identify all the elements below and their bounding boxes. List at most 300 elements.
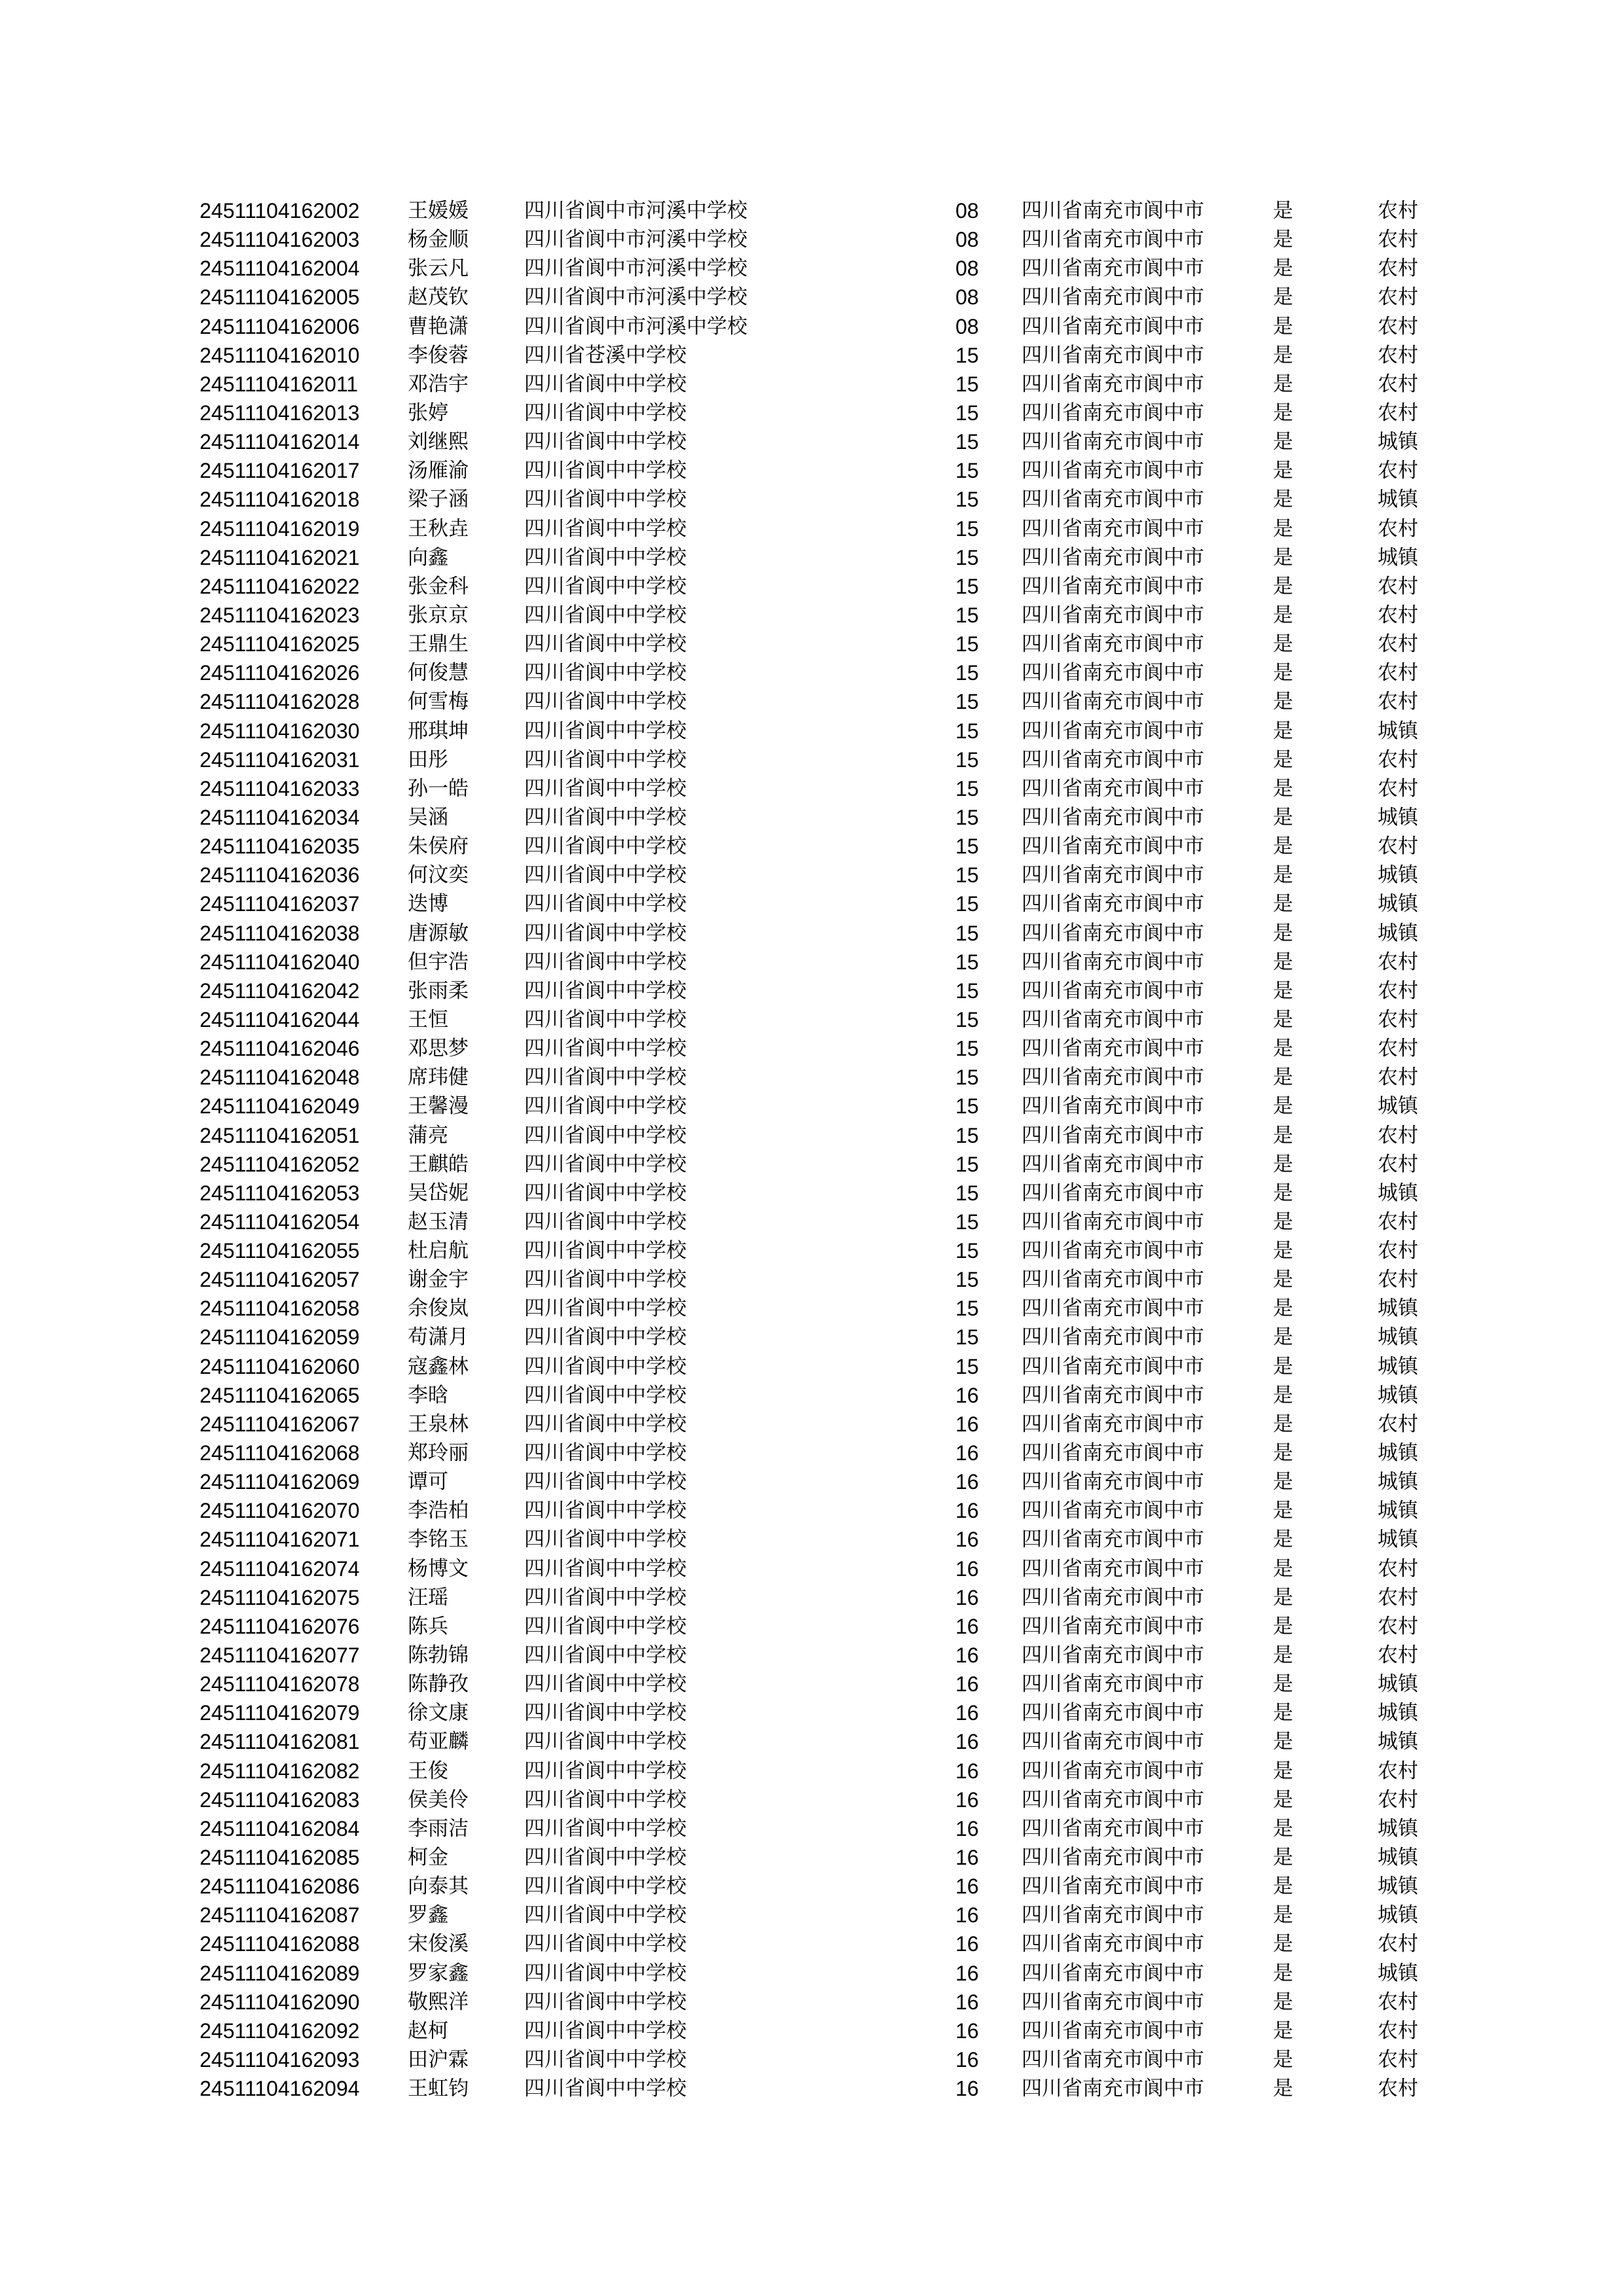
flag-cell: 是 bbox=[1273, 1932, 1293, 1956]
category-code-cell: 16 bbox=[955, 1961, 979, 1985]
residence-type-cell: 农村 bbox=[1378, 228, 1418, 252]
residence-type-cell: 农村 bbox=[1378, 2077, 1418, 2101]
school-name-cell: 四川省阆中中学校 bbox=[524, 863, 687, 888]
residence-type-cell: 城镇 bbox=[1378, 1701, 1418, 1725]
student-id-cell: 24511104162044 bbox=[200, 1007, 360, 1031]
flag-cell: 是 bbox=[1273, 2048, 1293, 2072]
school-name-cell: 四川省阆中中学校 bbox=[524, 805, 687, 829]
region-cell: 四川省南充市阆中市 bbox=[1022, 2048, 1204, 2072]
category-code-cell: 15 bbox=[955, 1181, 979, 1205]
school-name-cell: 四川省阆中中学校 bbox=[524, 719, 687, 743]
flag-cell: 是 bbox=[1273, 863, 1293, 888]
table-row bbox=[200, 1236, 1423, 1265]
region-cell: 四川省南充市阆中市 bbox=[1022, 1239, 1204, 1263]
school-name-cell: 四川省阆中中学校 bbox=[524, 401, 687, 425]
category-code-cell: 15 bbox=[955, 805, 979, 829]
category-code-cell: 16 bbox=[955, 1787, 979, 1812]
student-name-cell: 王鼎生 bbox=[408, 632, 469, 656]
student-id-cell: 24511104162018 bbox=[200, 488, 360, 512]
flag-cell: 是 bbox=[1273, 459, 1293, 483]
table-row bbox=[200, 312, 1423, 341]
student-id-cell: 24511104162004 bbox=[200, 257, 360, 281]
table-row bbox=[200, 717, 1423, 745]
region-cell: 四川省南充市阆中市 bbox=[1022, 690, 1204, 714]
student-name-cell: 苟潇月 bbox=[408, 1325, 469, 1350]
table-row bbox=[200, 543, 1423, 572]
category-code-cell: 16 bbox=[955, 1701, 979, 1725]
residence-type-cell: 农村 bbox=[1378, 950, 1418, 974]
student-name-cell: 邓思梦 bbox=[408, 1037, 469, 1061]
table-row bbox=[200, 1381, 1423, 1410]
region-cell: 四川省南充市阆中市 bbox=[1022, 1614, 1204, 1638]
table-row bbox=[200, 1959, 1423, 1988]
residence-type-cell: 城镇 bbox=[1378, 1094, 1418, 1119]
school-name-cell: 四川省阆中中学校 bbox=[524, 950, 687, 974]
region-cell: 四川省南充市阆中市 bbox=[1022, 1874, 1204, 1899]
student-name-cell: 杨金顺 bbox=[408, 228, 469, 252]
student-id-cell: 24511104162033 bbox=[200, 776, 360, 800]
student-id-cell: 24511104162040 bbox=[200, 950, 360, 974]
flag-cell: 是 bbox=[1273, 228, 1293, 252]
table-row bbox=[200, 1525, 1423, 1554]
category-code-cell: 15 bbox=[955, 545, 979, 569]
table-row bbox=[200, 803, 1423, 832]
region-cell: 四川省南充市阆中市 bbox=[1022, 719, 1204, 743]
flag-cell: 是 bbox=[1273, 574, 1293, 598]
region-cell: 四川省南充市阆中市 bbox=[1022, 1990, 1204, 2014]
flag-cell: 是 bbox=[1273, 488, 1293, 512]
student-name-cell: 张云凡 bbox=[408, 257, 469, 281]
student-id-cell: 24511104162090 bbox=[200, 1990, 360, 2014]
residence-type-cell: 农村 bbox=[1378, 1614, 1418, 1638]
school-name-cell: 四川省阆中中学校 bbox=[524, 1297, 687, 1321]
school-name-cell: 四川省阆中市河溪中学校 bbox=[524, 285, 747, 310]
region-cell: 四川省南充市阆中市 bbox=[1022, 228, 1204, 252]
category-code-cell: 15 bbox=[955, 1268, 979, 1292]
residence-type-cell: 城镇 bbox=[1378, 1499, 1418, 1523]
student-name-cell: 邓浩宇 bbox=[408, 372, 469, 396]
student-id-cell: 24511104162088 bbox=[200, 1932, 360, 1956]
student-id-cell: 24511104162003 bbox=[200, 228, 360, 252]
student-id-cell: 24511104162058 bbox=[200, 1297, 360, 1321]
student-id-cell: 24511104162085 bbox=[200, 1846, 360, 1870]
school-name-cell: 四川省阆中中学校 bbox=[524, 516, 687, 541]
table-row bbox=[200, 919, 1423, 948]
category-code-cell: 16 bbox=[955, 1759, 979, 1783]
table-row bbox=[200, 1583, 1423, 1612]
student-id-cell: 24511104162057 bbox=[200, 1268, 360, 1292]
table-row bbox=[200, 399, 1423, 427]
student-name-cell: 曹艳潇 bbox=[408, 314, 469, 338]
flag-cell: 是 bbox=[1273, 632, 1293, 656]
residence-type-cell: 城镇 bbox=[1378, 1846, 1418, 1870]
student-name-cell: 席玮健 bbox=[408, 1066, 469, 1090]
student-id-cell: 24511104162005 bbox=[200, 285, 360, 310]
student-name-cell: 陈勃锦 bbox=[408, 1643, 469, 1668]
category-code-cell: 15 bbox=[955, 1239, 979, 1263]
table-row bbox=[200, 1005, 1423, 1034]
residence-type-cell: 农村 bbox=[1378, 1990, 1418, 2014]
flag-cell: 是 bbox=[1273, 1990, 1293, 2014]
residence-type-cell: 农村 bbox=[1378, 1239, 1418, 1263]
student-id-cell: 24511104162030 bbox=[200, 719, 360, 743]
category-code-cell: 16 bbox=[955, 1585, 979, 1609]
region-cell: 四川省南充市阆中市 bbox=[1022, 430, 1204, 454]
student-name-cell: 敬熙洋 bbox=[408, 1990, 469, 2014]
school-name-cell: 四川省阆中中学校 bbox=[524, 747, 687, 772]
student-id-cell: 24511104162059 bbox=[200, 1325, 360, 1350]
table-row bbox=[200, 572, 1423, 601]
table-row bbox=[200, 1785, 1423, 1814]
category-code-cell: 15 bbox=[955, 1123, 979, 1147]
table-row bbox=[200, 1208, 1423, 1236]
school-name-cell: 四川省阆中中学校 bbox=[524, 1787, 687, 1812]
student-name-cell: 李浩柏 bbox=[408, 1499, 469, 1523]
category-code-cell: 16 bbox=[955, 1383, 979, 1407]
residence-type-cell: 农村 bbox=[1378, 1585, 1418, 1609]
student-name-cell: 蒲亮 bbox=[408, 1123, 448, 1147]
table-row bbox=[200, 1410, 1423, 1439]
student-name-cell: 朱侯府 bbox=[408, 834, 469, 859]
category-code-cell: 16 bbox=[955, 1846, 979, 1870]
table-row bbox=[200, 485, 1423, 514]
school-name-cell: 四川省阆中中学校 bbox=[524, 1325, 687, 1350]
category-code-cell: 15 bbox=[955, 892, 979, 916]
residence-type-cell: 城镇 bbox=[1378, 1441, 1418, 1465]
school-name-cell: 四川省阆中中学校 bbox=[524, 1816, 687, 1840]
residence-type-cell: 城镇 bbox=[1378, 1470, 1418, 1494]
school-name-cell: 四川省阆中中学校 bbox=[524, 1037, 687, 1061]
region-cell: 四川省南充市阆中市 bbox=[1022, 1441, 1204, 1465]
school-name-cell: 四川省阆中中学校 bbox=[524, 459, 687, 483]
school-name-cell: 四川省阆中市河溪中学校 bbox=[524, 314, 747, 338]
student-id-cell: 24511104162075 bbox=[200, 1585, 360, 1609]
region-cell: 四川省南充市阆中市 bbox=[1022, 776, 1204, 800]
school-name-cell: 四川省阆中中学校 bbox=[524, 892, 687, 916]
flag-cell: 是 bbox=[1273, 776, 1293, 800]
flag-cell: 是 bbox=[1273, 401, 1293, 425]
region-cell: 四川省南充市阆中市 bbox=[1022, 1470, 1204, 1494]
flag-cell: 是 bbox=[1273, 257, 1293, 281]
category-code-cell: 15 bbox=[955, 516, 979, 541]
student-name-cell: 李雨洁 bbox=[408, 1816, 469, 1840]
student-name-cell: 李俊蓉 bbox=[408, 343, 469, 367]
table-row bbox=[200, 1179, 1423, 1208]
student-id-cell: 24511104162068 bbox=[200, 1441, 360, 1465]
school-name-cell: 四川省阆中中学校 bbox=[524, 1730, 687, 1754]
region-cell: 四川省南充市阆中市 bbox=[1022, 747, 1204, 772]
flag-cell: 是 bbox=[1273, 1614, 1293, 1638]
student-id-cell: 24511104162051 bbox=[200, 1123, 360, 1147]
flag-cell: 是 bbox=[1273, 978, 1293, 1003]
student-id-cell: 24511104162087 bbox=[200, 1903, 360, 1928]
region-cell: 四川省南充市阆中市 bbox=[1022, 459, 1204, 483]
residence-type-cell: 城镇 bbox=[1378, 805, 1418, 829]
student-name-cell: 向鑫 bbox=[408, 545, 448, 569]
school-name-cell: 四川省阆中中学校 bbox=[524, 978, 687, 1003]
residence-type-cell: 城镇 bbox=[1378, 921, 1418, 945]
residence-type-cell: 农村 bbox=[1378, 285, 1418, 310]
category-code-cell: 15 bbox=[955, 834, 979, 859]
student-name-cell: 王馨漫 bbox=[408, 1094, 469, 1119]
table-row bbox=[200, 370, 1423, 399]
student-name-cell: 唐源敏 bbox=[408, 921, 469, 945]
region-cell: 四川省南充市阆中市 bbox=[1022, 1672, 1204, 1696]
school-name-cell: 四川省阆中中学校 bbox=[524, 1181, 687, 1205]
region-cell: 四川省南充市阆中市 bbox=[1022, 1585, 1204, 1609]
student-name-cell: 李铭玉 bbox=[408, 1528, 469, 1552]
student-name-cell: 梁子涵 bbox=[408, 488, 469, 512]
flag-cell: 是 bbox=[1273, 2018, 1293, 2043]
table-row bbox=[200, 1034, 1423, 1063]
flag-cell: 是 bbox=[1273, 1210, 1293, 1234]
category-code-cell: 15 bbox=[955, 401, 979, 425]
school-name-cell: 四川省阆中中学校 bbox=[524, 1268, 687, 1292]
residence-type-cell: 城镇 bbox=[1378, 488, 1418, 512]
category-code-cell: 16 bbox=[955, 1643, 979, 1668]
school-name-cell: 四川省阆中中学校 bbox=[524, 1441, 687, 1465]
table-row bbox=[200, 283, 1423, 312]
school-name-cell: 四川省阆中中学校 bbox=[524, 1470, 687, 1494]
student-id-cell: 24511104162035 bbox=[200, 834, 360, 859]
school-name-cell: 四川省阆中中学校 bbox=[524, 1874, 687, 1899]
residence-type-cell: 城镇 bbox=[1378, 1730, 1418, 1754]
flag-cell: 是 bbox=[1273, 1123, 1293, 1147]
category-code-cell: 16 bbox=[955, 2048, 979, 2072]
school-name-cell: 四川省阆中中学校 bbox=[524, 1123, 687, 1147]
residence-type-cell: 城镇 bbox=[1378, 430, 1418, 454]
category-code-cell: 15 bbox=[955, 690, 979, 714]
student-name-cell: 田沪霖 bbox=[408, 2048, 469, 2072]
student-name-cell: 余俊岚 bbox=[408, 1297, 469, 1321]
student-name-cell: 田彤 bbox=[408, 747, 448, 772]
residence-type-cell: 农村 bbox=[1378, 257, 1418, 281]
flag-cell: 是 bbox=[1273, 834, 1293, 859]
student-id-cell: 24511104162010 bbox=[200, 343, 360, 367]
category-code-cell: 15 bbox=[955, 978, 979, 1003]
student-name-cell: 汤雁渝 bbox=[408, 459, 469, 483]
residence-type-cell: 农村 bbox=[1378, 1412, 1418, 1436]
table-row bbox=[200, 1612, 1423, 1641]
category-code-cell: 08 bbox=[955, 257, 979, 281]
student-name-cell: 陈兵 bbox=[408, 1614, 448, 1638]
student-id-cell: 24511104162006 bbox=[200, 314, 360, 338]
table-row bbox=[200, 514, 1423, 543]
student-id-cell: 24511104162042 bbox=[200, 978, 360, 1003]
student-id-cell: 24511104162055 bbox=[200, 1239, 360, 1263]
student-id-cell: 24511104162081 bbox=[200, 1730, 360, 1754]
school-name-cell: 四川省阆中中学校 bbox=[524, 1903, 687, 1928]
school-name-cell: 四川省阆中中学校 bbox=[524, 2048, 687, 2072]
region-cell: 四川省南充市阆中市 bbox=[1022, 1210, 1204, 1234]
flag-cell: 是 bbox=[1273, 516, 1293, 541]
region-cell: 四川省南充市阆中市 bbox=[1022, 314, 1204, 338]
category-code-cell: 15 bbox=[955, 1066, 979, 1090]
region-cell: 四川省南充市阆中市 bbox=[1022, 1152, 1204, 1176]
residence-type-cell: 城镇 bbox=[1378, 892, 1418, 916]
school-name-cell: 四川省阆中中学校 bbox=[524, 661, 687, 685]
student-name-cell: 赵柯 bbox=[408, 2018, 448, 2043]
student-name-cell: 张京京 bbox=[408, 603, 469, 627]
table-row bbox=[200, 832, 1423, 861]
flag-cell: 是 bbox=[1273, 1239, 1293, 1263]
category-code-cell: 16 bbox=[955, 1528, 979, 1552]
table-row bbox=[200, 1670, 1423, 1698]
category-code-cell: 15 bbox=[955, 1152, 979, 1176]
school-name-cell: 四川省阆中中学校 bbox=[524, 1007, 687, 1031]
category-code-cell: 16 bbox=[955, 1672, 979, 1696]
student-id-cell: 24511104162053 bbox=[200, 1181, 360, 1205]
flag-cell: 是 bbox=[1273, 1066, 1293, 1090]
school-name-cell: 四川省阆中中学校 bbox=[524, 430, 687, 454]
student-id-cell: 24511104162060 bbox=[200, 1354, 360, 1378]
school-name-cell: 四川省阆中中学校 bbox=[524, 1990, 687, 2014]
student-name-cell: 但宇浩 bbox=[408, 950, 469, 974]
table-row bbox=[200, 1988, 1423, 2017]
category-code-cell: 16 bbox=[955, 2018, 979, 2043]
region-cell: 四川省南充市阆中市 bbox=[1022, 1354, 1204, 1378]
flag-cell: 是 bbox=[1273, 1412, 1293, 1436]
table-row bbox=[200, 948, 1423, 977]
residence-type-cell: 农村 bbox=[1378, 690, 1418, 714]
category-code-cell: 16 bbox=[955, 1730, 979, 1754]
flag-cell: 是 bbox=[1273, 1787, 1293, 1812]
school-name-cell: 四川省阆中中学校 bbox=[524, 1701, 687, 1725]
flag-cell: 是 bbox=[1273, 1961, 1293, 1985]
school-name-cell: 四川省阆中中学校 bbox=[524, 1066, 687, 1090]
region-cell: 四川省南充市阆中市 bbox=[1022, 1037, 1204, 1061]
student-id-cell: 24511104162065 bbox=[200, 1383, 360, 1407]
residence-type-cell: 城镇 bbox=[1378, 719, 1418, 743]
table-row bbox=[200, 1814, 1423, 1843]
table-row bbox=[200, 1698, 1423, 1727]
student-id-cell: 24511104162093 bbox=[200, 2048, 360, 2072]
residence-type-cell: 农村 bbox=[1378, 603, 1418, 627]
student-id-cell: 24511104162013 bbox=[200, 401, 360, 425]
table-row bbox=[200, 1843, 1423, 1872]
flag-cell: 是 bbox=[1273, 343, 1293, 367]
student-name-cell: 吴涵 bbox=[408, 805, 448, 829]
student-id-cell: 24511104162019 bbox=[200, 516, 360, 541]
flag-cell: 是 bbox=[1273, 1643, 1293, 1668]
residence-type-cell: 城镇 bbox=[1378, 1874, 1418, 1899]
flag-cell: 是 bbox=[1273, 1730, 1293, 1754]
category-code-cell: 15 bbox=[955, 488, 979, 512]
region-cell: 四川省南充市阆中市 bbox=[1022, 1268, 1204, 1292]
category-code-cell: 16 bbox=[955, 1412, 979, 1436]
flag-cell: 是 bbox=[1273, 1007, 1293, 1031]
student-name-cell: 谢金宇 bbox=[408, 1268, 469, 1292]
school-name-cell: 四川省阆中中学校 bbox=[524, 1614, 687, 1638]
student-name-cell: 罗家鑫 bbox=[408, 1961, 469, 1985]
table-row bbox=[200, 630, 1423, 658]
student-id-cell: 24511104162031 bbox=[200, 747, 360, 772]
school-name-cell: 四川省苍溪中学校 bbox=[524, 343, 687, 367]
student-name-cell: 徐文康 bbox=[408, 1701, 469, 1725]
table-row bbox=[200, 1150, 1423, 1179]
category-code-cell: 15 bbox=[955, 1210, 979, 1234]
table-row bbox=[200, 456, 1423, 485]
region-cell: 四川省南充市阆中市 bbox=[1022, 2018, 1204, 2043]
student-id-cell: 24511104162092 bbox=[200, 2018, 360, 2043]
student-name-cell: 苟亚麟 bbox=[408, 1730, 469, 1754]
flag-cell: 是 bbox=[1273, 372, 1293, 396]
flag-cell: 是 bbox=[1273, 1903, 1293, 1928]
region-cell: 四川省南充市阆中市 bbox=[1022, 343, 1204, 367]
student-id-cell: 24511104162082 bbox=[200, 1759, 360, 1783]
student-id-cell: 24511104162002 bbox=[200, 199, 360, 223]
flag-cell: 是 bbox=[1273, 314, 1293, 338]
flag-cell: 是 bbox=[1273, 719, 1293, 743]
school-name-cell: 四川省阆中中学校 bbox=[524, 1239, 687, 1263]
table-row bbox=[200, 601, 1423, 630]
school-name-cell: 四川省阆中中学校 bbox=[524, 1932, 687, 1956]
category-code-cell: 16 bbox=[955, 1499, 979, 1523]
region-cell: 四川省南充市阆中市 bbox=[1022, 892, 1204, 916]
student-id-cell: 24511104162022 bbox=[200, 574, 360, 598]
table-row bbox=[200, 1901, 1423, 1929]
region-cell: 四川省南充市阆中市 bbox=[1022, 1325, 1204, 1350]
residence-type-cell: 城镇 bbox=[1378, 1961, 1418, 1985]
student-id-cell: 24511104162052 bbox=[200, 1152, 360, 1176]
category-code-cell: 15 bbox=[955, 950, 979, 974]
table-row bbox=[200, 1467, 1423, 1496]
table-row bbox=[200, 745, 1423, 774]
student-id-cell: 24511104162071 bbox=[200, 1528, 360, 1552]
flag-cell: 是 bbox=[1273, 892, 1293, 916]
flag-cell: 是 bbox=[1273, 1701, 1293, 1725]
region-cell: 四川省南充市阆中市 bbox=[1022, 488, 1204, 512]
flag-cell: 是 bbox=[1273, 1672, 1293, 1696]
table-row bbox=[200, 977, 1423, 1005]
table-row bbox=[200, 861, 1423, 889]
residence-type-cell: 农村 bbox=[1378, 632, 1418, 656]
table-row bbox=[200, 225, 1423, 254]
student-name-cell: 迭博 bbox=[408, 892, 448, 916]
school-name-cell: 四川省阆中市河溪中学校 bbox=[524, 199, 747, 223]
region-cell: 四川省南充市阆中市 bbox=[1022, 1412, 1204, 1436]
school-name-cell: 四川省阆中中学校 bbox=[524, 2077, 687, 2101]
student-name-cell: 赵茂钦 bbox=[408, 285, 469, 310]
residence-type-cell: 城镇 bbox=[1378, 1383, 1418, 1407]
region-cell: 四川省南充市阆中市 bbox=[1022, 1643, 1204, 1668]
region-cell: 四川省南充市阆中市 bbox=[1022, 372, 1204, 396]
student-name-cell: 张金科 bbox=[408, 574, 469, 598]
residence-type-cell: 农村 bbox=[1378, 459, 1418, 483]
table-row bbox=[200, 196, 1423, 225]
region-cell: 四川省南充市阆中市 bbox=[1022, 1730, 1204, 1754]
category-code-cell: 08 bbox=[955, 314, 979, 338]
residence-type-cell: 农村 bbox=[1378, 747, 1418, 772]
flag-cell: 是 bbox=[1273, 1325, 1293, 1350]
region-cell: 四川省南充市阆中市 bbox=[1022, 1759, 1204, 1783]
region-cell: 四川省南充市阆中市 bbox=[1022, 2077, 1204, 2101]
student-id-cell: 24511104162011 bbox=[200, 372, 359, 396]
category-code-cell: 15 bbox=[955, 459, 979, 483]
category-code-cell: 16 bbox=[955, 2077, 979, 2101]
school-name-cell: 四川省阆中中学校 bbox=[524, 834, 687, 859]
student-id-cell: 24511104162078 bbox=[200, 1672, 360, 1696]
school-name-cell: 四川省阆中中学校 bbox=[524, 1412, 687, 1436]
table-row bbox=[200, 1294, 1423, 1323]
residence-type-cell: 农村 bbox=[1378, 574, 1418, 598]
table-row bbox=[200, 1352, 1423, 1381]
table-row bbox=[200, 2074, 1423, 2103]
student-name-cell: 向泰其 bbox=[408, 1874, 469, 1899]
residence-type-cell: 农村 bbox=[1378, 372, 1418, 396]
category-code-cell: 15 bbox=[955, 1007, 979, 1031]
residence-type-cell: 农村 bbox=[1378, 834, 1418, 859]
